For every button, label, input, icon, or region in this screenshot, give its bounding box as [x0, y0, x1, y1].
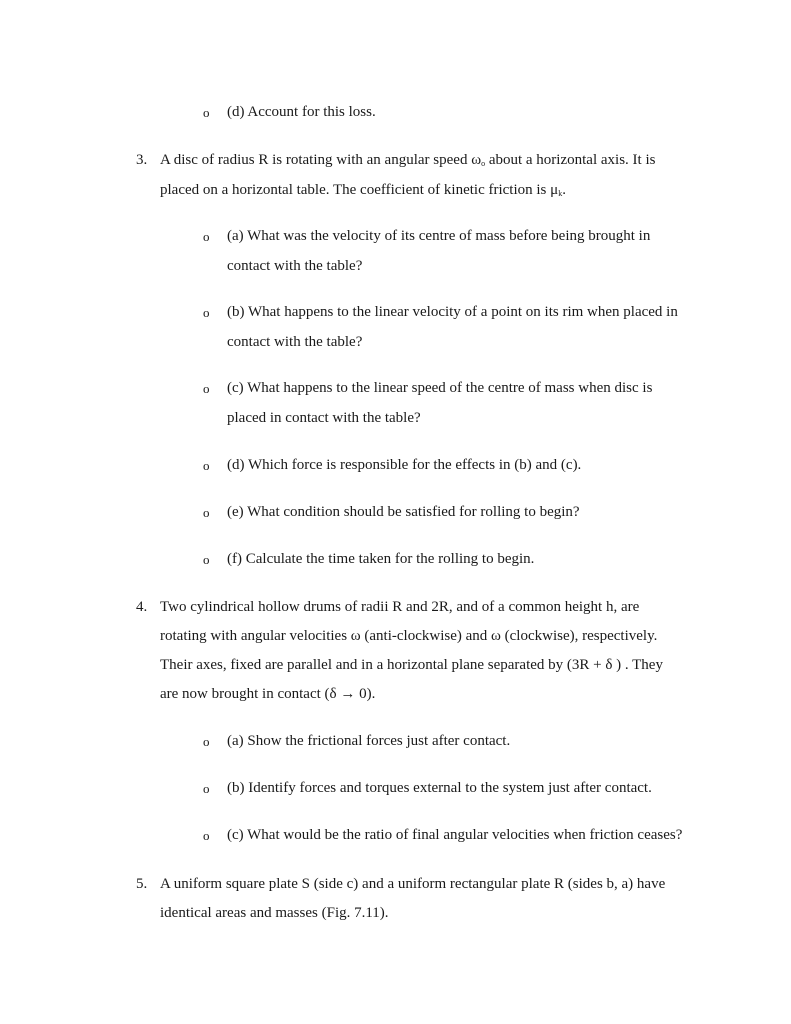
q3-sub-c-line-2: placed in contact with the table?: [227, 410, 421, 426]
q3-line-2: placed on a horizontal table. The coefficient of kinetic friction is $\mu_k$.: [160, 182, 566, 198]
q3-sub-a-line-2: contact with the table?: [227, 258, 363, 274]
q3-sub-f-line-1: (f) Calculate the time taken for the rolling to begin.: [227, 551, 535, 567]
q3-mu-subscript: k: [558, 189, 563, 198]
q4-sub-c-line-1: (c) What would be the ratio of final angular velocities when friction ceases?: [227, 827, 683, 843]
list-bullet: o: [203, 305, 210, 320]
list-bullet: o: [203, 552, 210, 567]
q3-sub-e-line-1: (e) What condition should be satisfied for rolling to begin?: [227, 504, 580, 520]
q3-sub-b-line-2: contact with the table?: [227, 334, 363, 350]
list-bullet: o: [203, 505, 210, 520]
list-bullet: o: [203, 458, 210, 473]
q3-omega-subscript: o: [481, 159, 486, 168]
q4-line-4: are now brought in contact (δ → 0).: [160, 686, 376, 702]
list-bullet: o: [203, 105, 210, 120]
question-number-3: 3.: [136, 152, 148, 168]
q4-line-1: Two cylindrical hollow drums of radii R and 2R, and of a common height h, are: [160, 599, 640, 615]
list-bullet: o: [203, 828, 210, 843]
list-bullet: o: [203, 381, 210, 396]
q4-line-2: rotating with angular velocities ω (anti-clockwise) and ω (clockwise), respectively.: [160, 628, 658, 644]
q4-sub-a-line-1: (a) Show the frictional forces just after contact.: [227, 733, 511, 749]
q5-line-1: A uniform square plate S (side c) and a uniform rectangular plate R (sides b, a) have: [160, 876, 666, 892]
q4-line-3: Their axes, fixed are parallel and in a horizontal plane separated by (3R + δ ) . They: [160, 657, 663, 673]
list-bullet: o: [203, 229, 210, 244]
q3-sub-b-line-1: (b) What happens to the linear velocity of a point on its rim when placed in: [227, 304, 678, 320]
q3-line-1: A disc of radius R is rotating with an angular speed $\omega_o$ about a horizontal axis. It is: [160, 152, 656, 168]
question-number-5: 5.: [136, 876, 148, 892]
q2-sub-d-text: (d) Account for this loss.: [227, 104, 376, 120]
question-number-4: 4.: [136, 599, 148, 615]
list-bullet: o: [203, 734, 210, 749]
q4-sub-b-line-1: (b) Identify forces and torques external to the system just after contact.: [227, 780, 652, 796]
q5-line-2: identical areas and masses (Fig. 7.11).: [160, 905, 389, 921]
q3-sub-d-line-1: (d) Which force is responsible for the effects in (b) and (c).: [227, 457, 582, 473]
list-bullet: o: [203, 781, 210, 796]
q3-sub-c-line-1: (c) What happens to the linear speed of the centre of mass when disc is: [227, 380, 653, 396]
q3-sub-a-line-1: (a) What was the velocity of its centre of mass before being brought in: [227, 228, 651, 244]
